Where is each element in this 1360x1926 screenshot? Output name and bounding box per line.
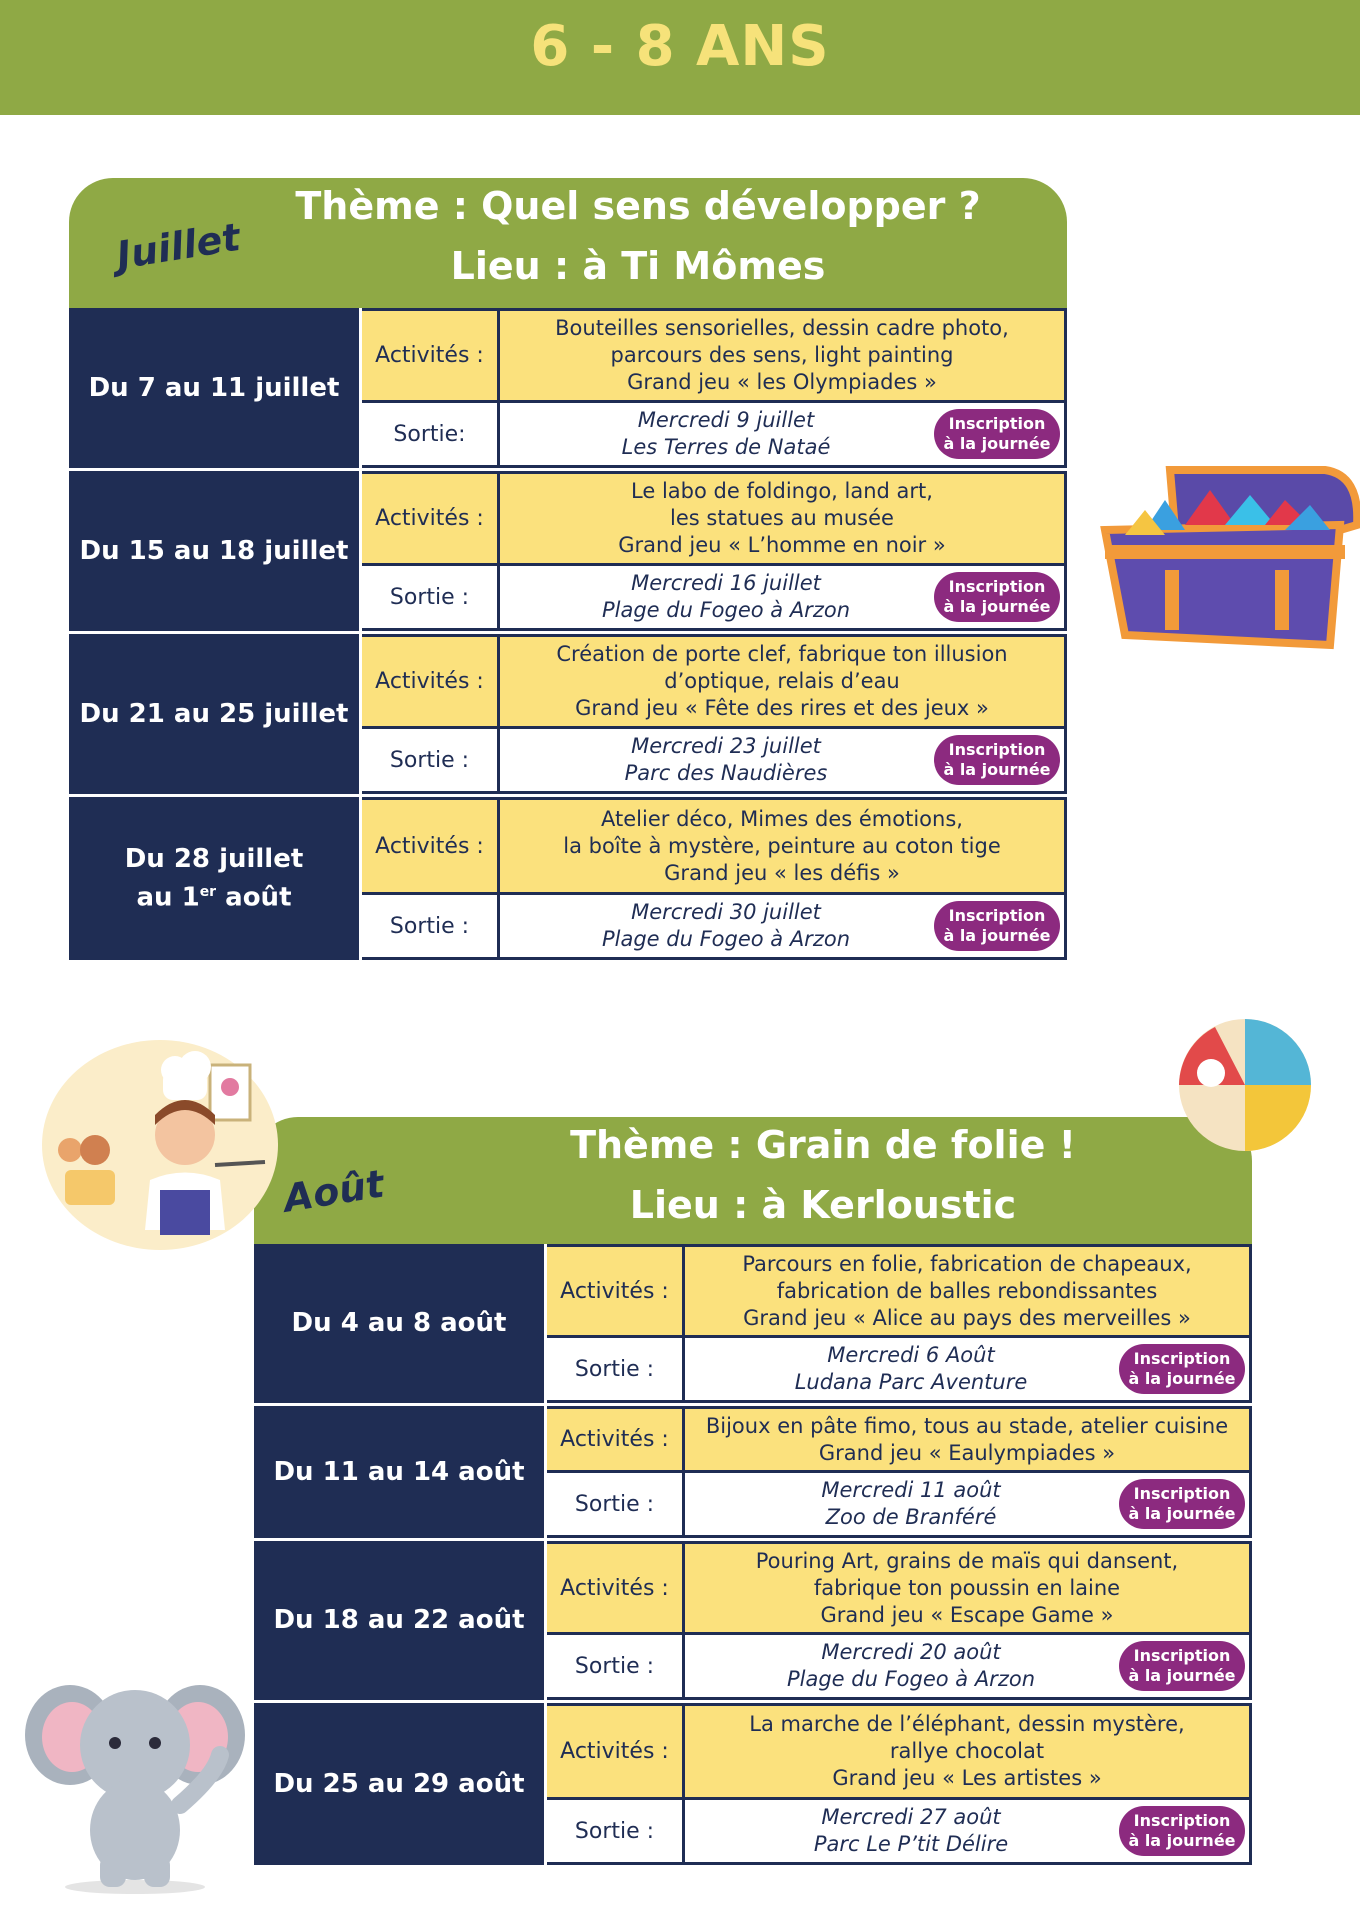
week-date: Du 15 au 18 juillet [69,471,362,631]
age-title: 6 - 8 ANS [530,14,830,79]
activities-label: Activités : [547,1706,685,1797]
outing-row [362,563,1064,628]
week-block [254,1703,1252,1865]
outing-text: Mercredi 11 août Zoo de Branféré Inscription à la journée [685,1473,1249,1535]
month-label: Août [280,1161,387,1221]
outing-label: Sortie : [362,895,500,957]
outing-text: Mercredi 6 Août Ludana Parc Aventure Inscription à la journée [685,1338,1249,1400]
outing-row [547,1632,1249,1697]
beach-ball-icon [1175,1015,1315,1155]
week-date: Du 25 au 29 août [254,1703,547,1865]
activities-label: Activités : [362,311,500,400]
week-date: Du 21 au 25 juillet [69,634,362,794]
registration-badge: Inscription à la journée [934,409,1060,459]
activities-row [362,308,1064,400]
outing-text: Mercredi 30 juillet Plage du Fogeo à Arzon Inscription à la journée [500,895,1064,957]
week-block [69,634,1067,797]
week-block [254,1244,1252,1406]
activities-text: Parcours en folie, fabrication de chapeaux, fabrication de balles rebondissantes Grand jeu « Alice au pays des merveilles » [742,1251,1192,1330]
outing-row [362,892,1064,957]
outing-label: Sortie : [547,1338,685,1400]
activities-label: Activités : [547,1247,685,1335]
week-block [254,1541,1252,1703]
outing-label: Sortie : [547,1635,685,1697]
activities-row [362,634,1064,726]
registration-badge: Inscription à la journée [934,735,1060,785]
activities-text: Création de porte clef, fabrique ton illusion d’optique, relais d’eau Grand jeu « Fête des rires et des jeux » [556,642,1008,720]
section-header [254,1117,1252,1244]
activities-text: Atelier déco, Mimes des émotions, la boîte à mystère, peinture au coton tige Grand jeu « les défis » [563,806,1001,885]
outing-text: Mercredi 16 juillet Plage du Fogeo à Arzon Inscription à la journée [500,566,1064,628]
outing-row [362,400,1064,465]
activities-row [547,1244,1249,1335]
section-august [254,1117,1252,1865]
week-block [69,471,1067,634]
activities-label: Activités : [362,474,500,563]
activities-row [362,797,1064,892]
week-date: Du 28 juillet au 1er août [69,797,362,960]
activities-text: Bijoux en pâte fimo, tous au stade, atelier cuisine Grand jeu « Eaulympiades » [705,1413,1229,1465]
activities-label: Activités : [362,637,500,726]
week-block [254,1406,1252,1541]
activities-text: Le labo de foldingo, land art, les statues au musée Grand jeu « L’homme en noir » [618,479,946,557]
outing-row [362,726,1064,791]
activities-text: Bouteilles sensorielles, dessin cadre photo, parcours des sens, light painting Grand jeu « les Olympiades » [555,316,1009,394]
activities-row [547,1703,1249,1797]
registration-badge: Inscription à la journée [1119,1641,1245,1691]
activities-text: Pouring Art, grains de maïs qui dansent, fabrique ton poussin en laine Grand jeu « Escape Game » [755,1548,1179,1627]
activities-text: La marche de l’éléphant, dessin mystère, rallye chocolat Grand jeu « Les artistes » [749,1712,1185,1790]
activities-label: Activités : [547,1409,685,1470]
place-title: Lieu : à Kerloustic [629,1183,1017,1227]
week-block [69,308,1067,471]
top-banner [0,0,1360,115]
elephant-illustration [20,1665,250,1895]
registration-badge: Inscription à la journée [934,572,1060,622]
place-title: Lieu : à Ti Mômes [450,244,826,288]
outing-text: Mercredi 20 août Plage du Fogeo à Arzon Inscription à la journée [685,1635,1249,1697]
registration-badge: Inscription à la journée [1119,1344,1245,1394]
section-july [69,178,1067,960]
week-block [69,797,1067,960]
outing-text: Mercredi 23 juillet Parc des Naudières Inscription à la journée [500,729,1064,791]
activities-row [362,471,1064,563]
outing-label: Sortie: [362,403,500,465]
week-date: Du 4 au 8 août [254,1244,547,1403]
outing-label: Sortie : [362,566,500,628]
outing-text: Mercredi 27 août Parc Le P’tit Délire Inscription à la journée [685,1800,1249,1862]
outing-label: Sortie : [547,1800,685,1862]
outing-label: Sortie : [547,1473,685,1535]
week-date: Du 18 au 22 août [254,1541,547,1700]
registration-badge: Inscription à la journée [1119,1479,1245,1529]
activities-row [547,1406,1249,1470]
theme-title: Thème : Quel sens développer ? [295,184,981,228]
outing-row [547,1797,1249,1862]
month-label: Juillet [113,214,244,278]
activities-label: Activités : [362,800,500,892]
registration-badge: Inscription à la journée [934,901,1060,951]
treasure-chest-icon [1085,430,1360,670]
activities-row [547,1541,1249,1632]
outing-row [547,1470,1249,1535]
outing-text: Mercredi 9 juillet Les Terres de Nataé Inscription à la journée [500,403,1064,465]
outing-label: Sortie : [362,729,500,791]
outing-row [547,1335,1249,1400]
activities-label: Activités : [547,1544,685,1632]
registration-badge: Inscription à la journée [1119,1806,1245,1856]
theme-title: Thème : Grain de folie ! [570,1123,1076,1167]
week-date: Du 11 au 14 août [254,1406,547,1538]
chef-child-illustration [40,1015,280,1255]
section-header [69,178,1067,308]
week-date: Du 7 au 11 juillet [69,308,362,468]
